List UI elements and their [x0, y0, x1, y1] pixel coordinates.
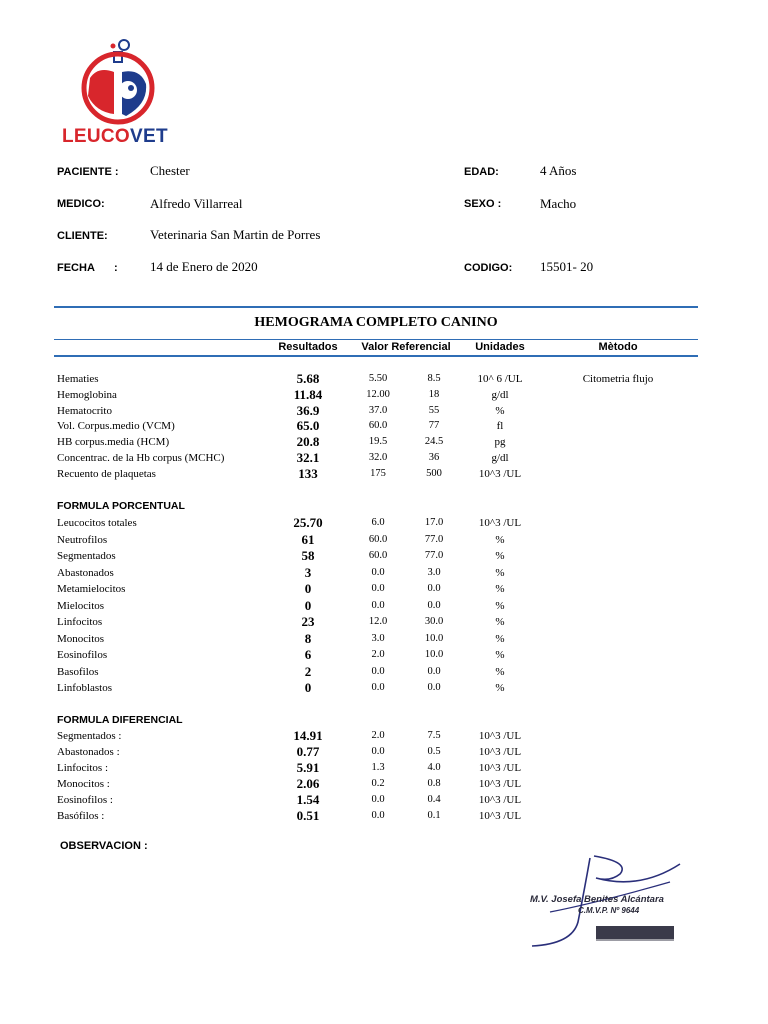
ref-max: 77.0 [424, 550, 444, 561]
table-row [0, 387, 768, 403]
test-name: Recuento de plaquetas [57, 467, 156, 480]
result-value: 65.0 [296, 418, 320, 434]
result-value: 25.70 [293, 515, 323, 530]
diferencial-title: FORMULA DIFERENCIAL [57, 714, 183, 726]
stamp-line1: M.V. Josefa Benites Alcántara [530, 894, 664, 905]
test-name: Linfocitos : [57, 762, 109, 774]
test-name: Neutrofilos [57, 533, 108, 546]
table-row [0, 631, 768, 647]
ref-max: 0.8 [427, 778, 441, 789]
result-value: 0.77 [296, 744, 320, 759]
ref-min: 60.0 [368, 550, 388, 561]
test-name: Monocitos : [57, 778, 110, 790]
ref-min: 175 [370, 467, 386, 479]
edad-label: EDAD: [464, 166, 499, 178]
test-name: Hematocrito [57, 404, 112, 417]
table-row [0, 532, 768, 548]
unit: % [495, 649, 505, 661]
test-name: Abastonados [57, 566, 114, 579]
unit: % [495, 665, 505, 678]
ref-max: 18 [428, 388, 440, 400]
unit: 10^3 /UL [478, 517, 522, 529]
table-row [0, 680, 768, 696]
stamp-line2: C.M.V.P. Nº 9644 [578, 906, 640, 915]
test-name: Abastonados : [57, 746, 120, 758]
table-row [0, 581, 768, 597]
ref-min: 0.0 [371, 599, 385, 611]
codigo-label: CODIGO: [464, 262, 513, 274]
ref-max: 7.5 [427, 730, 441, 741]
ref-min: 0.0 [371, 746, 385, 757]
result-value: 61 [301, 531, 315, 547]
test-name: Monocitos [57, 632, 105, 645]
report-title: HEMOGRAMA COMPLETO CANINO [254, 315, 498, 330]
unit: 10^3 /UL [478, 778, 522, 790]
paciente-label: PACIENTE : [57, 166, 119, 178]
unit: 10^3 /UL [478, 810, 522, 822]
method: Citometria flujo [582, 373, 654, 385]
unit: % [495, 583, 505, 595]
table-row [0, 598, 768, 614]
unit: g/dl [491, 452, 509, 464]
unit: % [495, 632, 505, 645]
table-row [0, 450, 768, 466]
test-name: HB corpus.media (HCM) [57, 436, 170, 449]
result-value: 0.51 [296, 808, 320, 823]
sexo-label: SEXO : [464, 198, 502, 210]
ref-max: 55 [428, 404, 440, 416]
result-value: 5.91 [296, 760, 320, 775]
test-name: Hematies [57, 373, 99, 385]
test-name: Eosinofilos [57, 649, 108, 661]
test-name: Segmentados : [57, 730, 122, 742]
ref-min: 2.0 [371, 649, 385, 660]
result-value: 58 [301, 548, 315, 563]
result-value: 3 [304, 564, 312, 580]
fecha-label: FECHA [57, 262, 95, 274]
paciente-value: Chester [150, 163, 190, 178]
ref-max: 77.0 [424, 533, 444, 545]
ref-min: 12.00 [366, 388, 390, 400]
unit: % [495, 533, 505, 546]
test-name: Metamielocitos [57, 583, 126, 595]
result-value: 11.84 [293, 386, 323, 402]
table-row [0, 792, 768, 808]
ref-min: 5.50 [368, 373, 388, 384]
medico-value: Alfredo Villarreal [150, 196, 243, 211]
unit: pg [494, 436, 506, 449]
header-referencial: Valor Referencial [361, 341, 451, 353]
ref-min: 6.0 [371, 517, 385, 528]
ref-min: 32.0 [368, 452, 388, 463]
test-name: Vol. Corpus.medio (VCM) [57, 420, 175, 433]
ref-max: 77 [428, 420, 440, 432]
unit: 10^3 /UL [478, 730, 522, 742]
ref-max: 4.0 [427, 762, 441, 773]
ref-max: 0.1 [427, 810, 441, 821]
ref-max: 36 [428, 452, 440, 463]
result-value: 0 [304, 680, 312, 695]
ref-max: 17.0 [424, 517, 444, 528]
medico-label: MEDICO: [57, 198, 105, 210]
ref-min: 60.0 [368, 420, 388, 432]
ref-max: 0.0 [427, 599, 441, 611]
result-value: 0 [304, 597, 312, 613]
unit: % [495, 616, 505, 628]
top-divider [54, 306, 698, 308]
unit: 10^3 /UL [478, 794, 522, 806]
ref-min: 0.0 [371, 566, 385, 578]
unit: g/dl [491, 388, 509, 401]
test-name: Linfoblastos [57, 682, 112, 694]
cliente-label: CLIENTE: [57, 230, 108, 242]
result-value: 1.54 [296, 792, 320, 807]
ref-max: 0.0 [427, 583, 441, 594]
observacion-label: OBSERVACION : [60, 840, 148, 852]
table-row [0, 565, 768, 581]
table-row [0, 744, 768, 760]
ref-max: 24.5 [424, 436, 444, 448]
table-row [0, 664, 768, 680]
table-row [0, 371, 768, 387]
result-value: 14.91 [293, 728, 323, 743]
test-name: Concentrac. de la Hb corpus (MCHC) [57, 452, 225, 464]
result-value: 20.8 [296, 434, 320, 450]
ref-max: 0.5 [427, 746, 441, 757]
porcentual-title: FORMULA PORCENTUAL [57, 500, 185, 512]
test-name: Linfocitos [57, 616, 103, 628]
test-name: Eosinofilos : [57, 794, 113, 806]
table-row [0, 403, 768, 419]
table-row [0, 647, 768, 663]
ref-max: 3.0 [427, 566, 441, 578]
ref-min: 0.0 [371, 682, 385, 693]
test-name: Basofilos [57, 665, 99, 678]
test-name: Segmentados [57, 550, 116, 562]
result-value: 2 [304, 663, 312, 679]
result-value: 36.9 [296, 402, 320, 418]
ref-max: 0.0 [427, 682, 441, 693]
result-value: 8 [304, 630, 312, 646]
header-divider-top [54, 339, 698, 340]
table-row [0, 760, 768, 776]
ref-max: 10.0 [424, 632, 444, 644]
ref-min: 0.2 [371, 778, 385, 789]
test-name: Mielocitos [57, 599, 105, 612]
result-value: 133 [298, 465, 318, 481]
codigo-value: 15501- 20 [540, 259, 594, 274]
stamp-line3: LEUCOVET [598, 914, 664, 928]
edad-value: 4 Años [540, 163, 577, 178]
table-row [0, 728, 768, 744]
table-row [0, 776, 768, 792]
ref-min: 60.0 [368, 533, 388, 545]
table-row [0, 614, 768, 630]
cliente-value: Veterinaria San Martin de Porres [150, 227, 321, 242]
result-value: 23 [301, 614, 315, 629]
unit: 10^3 /UL [478, 467, 522, 480]
brand-name: LEUCOVET [62, 126, 168, 147]
unit: % [495, 682, 505, 694]
ref-min: 37.0 [368, 404, 388, 416]
table-row [0, 466, 768, 482]
header-divider-bottom [54, 355, 698, 357]
ref-min: 19.5 [368, 436, 388, 448]
unit: % [495, 404, 505, 417]
table-row [0, 434, 768, 450]
unit: 10^ 6 /UL [477, 373, 523, 385]
table-row [0, 808, 768, 824]
unit: % [495, 566, 505, 579]
table-row [0, 548, 768, 564]
ref-max: 0.0 [427, 665, 441, 677]
result-value: 0 [304, 581, 312, 596]
fecha-value: 14 de Enero de 2020 [150, 259, 258, 274]
table-row [0, 515, 768, 531]
ref-min: 0.0 [371, 810, 385, 821]
result-value: 6 [304, 647, 312, 662]
test-name: Basófilos : [57, 810, 105, 822]
header-metodo: Mètodo [598, 341, 638, 353]
header-unidades: Unidades [475, 341, 525, 353]
unit: % [495, 599, 505, 612]
unit: 10^3 /UL [478, 746, 522, 758]
fecha-colon: : [114, 262, 118, 274]
ref-min: 2.0 [371, 730, 385, 741]
ref-max: 0.4 [427, 794, 441, 805]
sexo-value: Macho [540, 196, 577, 211]
ref-max: 30.0 [424, 616, 444, 627]
unit: 10^3 /UL [478, 762, 522, 774]
test-name: Leucocitos totales [57, 517, 137, 529]
ref-max: 10.0 [424, 649, 444, 660]
result-value: 2.06 [296, 776, 320, 791]
table-row [0, 418, 768, 434]
result-value: 32.1 [296, 450, 320, 465]
test-name: Hemoglobina [57, 388, 117, 401]
header-resultados: Resultados [278, 341, 338, 353]
ref-max: 500 [426, 467, 442, 479]
unit: fl [496, 420, 504, 433]
ref-min: 12.0 [368, 616, 388, 627]
unit: % [495, 550, 505, 562]
ref-min: 0.0 [371, 583, 385, 594]
result-value: 5.68 [296, 371, 320, 386]
ref-max: 8.5 [427, 373, 441, 384]
ref-min: 0.0 [371, 794, 385, 805]
ref-min: 1.3 [371, 762, 385, 773]
ref-min: 0.0 [371, 665, 385, 677]
ref-min: 3.0 [371, 632, 385, 644]
